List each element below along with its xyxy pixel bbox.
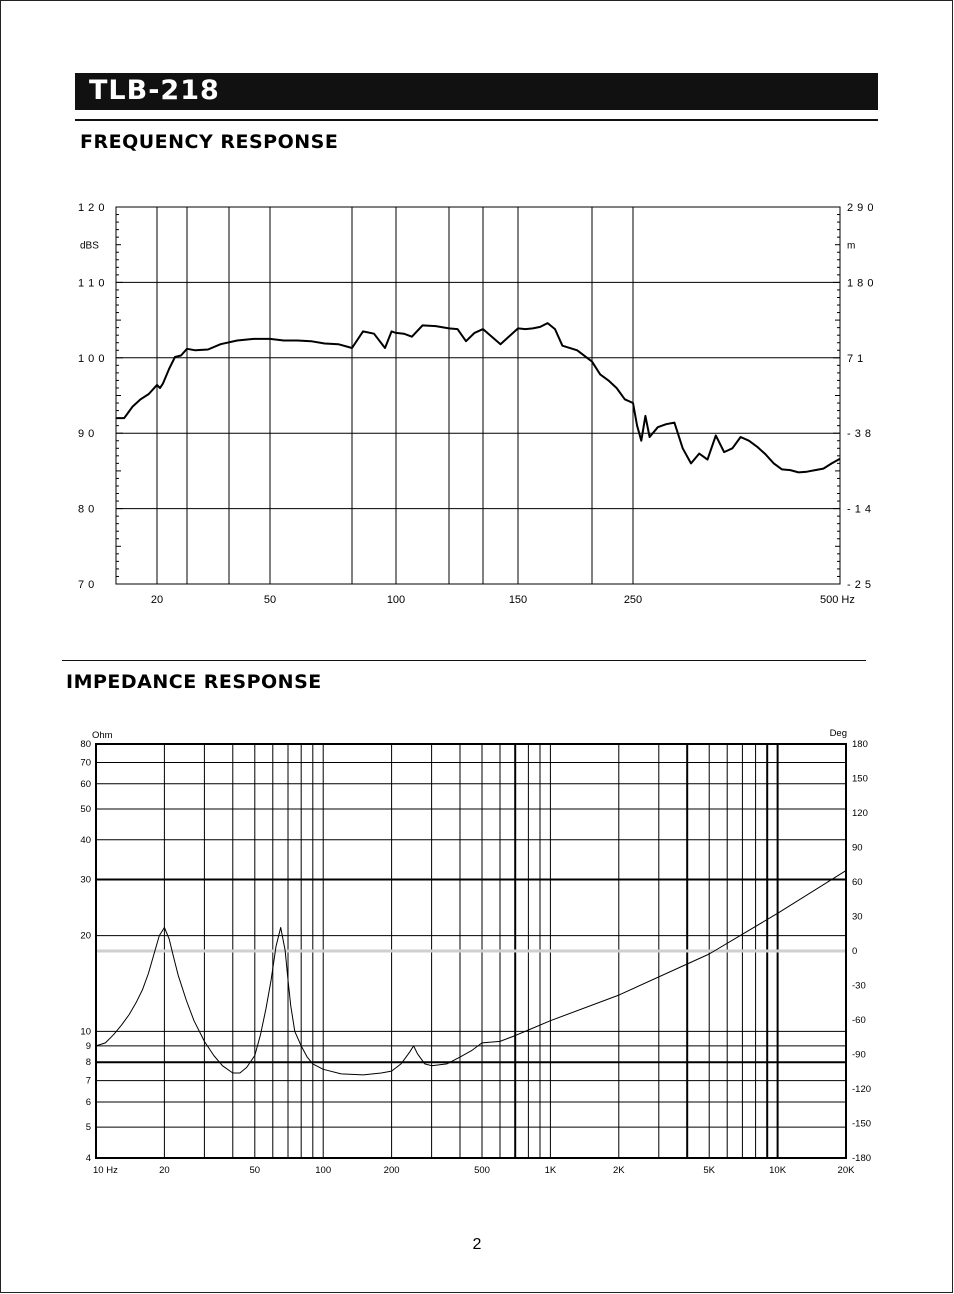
model-title: TLB-218 (89, 75, 220, 106)
page-number: 2 (472, 1236, 482, 1253)
imp-x-tick-label: 200 (383, 1165, 400, 1176)
imp-y-left-tick-label: 70 (80, 757, 91, 769)
freq-y-right-tick-label: 1 8 0 (847, 277, 874, 290)
freq-y-left-tick-label: 1 2 0 (78, 202, 105, 214)
imp-y-left-tick-label: 7 (85, 1075, 91, 1087)
imp-x-tick-label: 20K (837, 1165, 855, 1176)
imp-y-left-tick-label: 30 (80, 874, 91, 886)
imp-y-left-unit: Ohm (92, 730, 113, 741)
freq-y-left-tick-label: 9 0 (78, 428, 95, 441)
imp-y-left-tick-label: 10 (80, 1026, 91, 1038)
freq-y-right-tick-label: 2 9 0 (847, 202, 874, 214)
freq-y-right-tick-label: - 3 8 (847, 428, 872, 441)
impedance-response-curve (96, 871, 846, 1075)
imp-y-left-tick-label: 40 (80, 834, 91, 846)
imp-y-left-tick-label: 20 (80, 930, 91, 942)
imp-y-right-tick-label: -90 (852, 1049, 866, 1061)
imp-y-right-tick-label: -120 (852, 1084, 872, 1095)
imp-x-tick-label: 20 (159, 1165, 170, 1176)
imp-y-right-tick-label: -30 (852, 980, 866, 992)
imp-y-right-tick-label: -60 (852, 1015, 866, 1026)
freq-y-left-tick-label: 8 0 (78, 503, 95, 516)
imp-x-tick-label: 500 (474, 1165, 490, 1176)
imp-y-left-tick-label: 5 (85, 1122, 91, 1134)
freq-y-left-tick-label: 1 1 0 (78, 277, 105, 290)
freq-y-right-tick-label: - 2 5 (847, 579, 872, 591)
freq-x-tick-label: 20 (150, 594, 164, 606)
freq-y-right-tick-label: 7 1 (847, 352, 864, 365)
imp-y-left-tick-label: 9 (85, 1040, 91, 1052)
imp-y-left-tick-label: 60 (80, 778, 91, 790)
imp-y-right-tick-label: -150 (852, 1118, 872, 1130)
freq-x-tick-label: 100 (386, 594, 406, 606)
imp-x-tick-label: 2K (612, 1165, 625, 1176)
imp-y-right-tick-label: -180 (852, 1153, 872, 1164)
freq-y-right-tick-label: - 1 4 (847, 503, 872, 516)
frequency-response-title: FREQUENCY RESPONSE (80, 131, 339, 153)
imp-y-right-tick-label: 0 (852, 946, 858, 957)
imp-x-tick-label: 5K (703, 1165, 716, 1176)
imp-y-right-unit: Deg (829, 728, 847, 739)
imp-y-left-tick-label: 6 (85, 1096, 91, 1108)
imp-y-left-tick-label: 4 (85, 1153, 91, 1164)
imp-x-tick-label: 50 (249, 1165, 261, 1176)
freq-x-tick-label: 150 (508, 594, 528, 606)
imp-y-right-tick-label: 30 (852, 911, 863, 923)
freq-y-right-unit: m (847, 240, 856, 252)
imp-x-tick-label: 10K (769, 1165, 787, 1176)
imp-y-left-tick-label: 8 (85, 1057, 91, 1069)
imp-x-tick-label: 1K (544, 1165, 557, 1176)
imp-x-tick-label: 100 (315, 1165, 332, 1176)
imp-y-right-tick-label: 180 (852, 739, 868, 750)
imp-y-right-tick-label: 120 (852, 808, 868, 819)
freq-y-left-tick-label: 1 0 0 (78, 352, 105, 365)
impedance-response-title: IMPEDANCE RESPONSE (66, 671, 322, 693)
imp-y-right-tick-label: 90 (852, 842, 863, 854)
freq-y-left-tick-label: 7 0 (78, 579, 95, 591)
freq-x-tick-label: 500 Hz (820, 594, 855, 606)
imp-y-left-tick-label: 50 (80, 803, 91, 815)
imp-y-left-tick-label: 80 (80, 739, 91, 750)
imp-y-right-tick-label: 60 (852, 877, 863, 888)
freq-y-left-unit: dBS (80, 240, 99, 252)
imp-y-right-tick-label: 150 (852, 773, 868, 785)
freq-x-tick-label: 50 (263, 594, 277, 606)
imp-x-tick-label: 10 Hz (93, 1165, 118, 1176)
freq-x-tick-label: 250 (623, 594, 643, 606)
